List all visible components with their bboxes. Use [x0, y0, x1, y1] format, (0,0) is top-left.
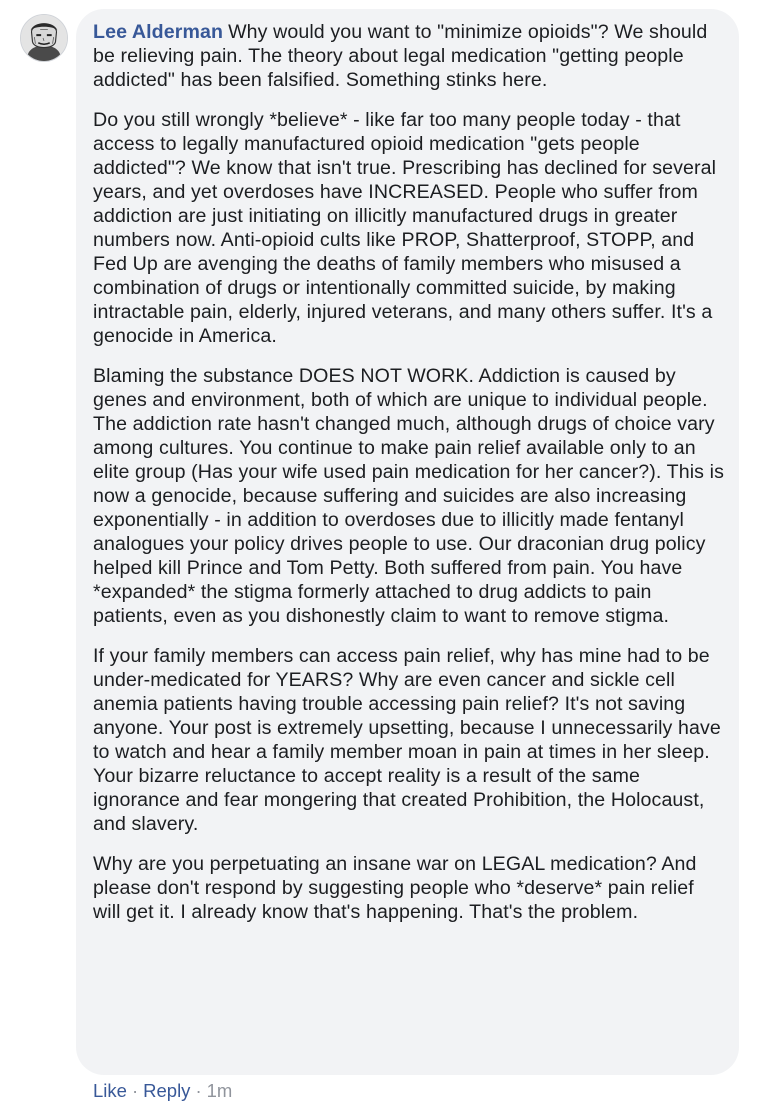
timestamp[interactable]: 1m	[206, 1080, 233, 1101]
separator: ·	[131, 1080, 139, 1101]
avatar[interactable]	[20, 14, 68, 62]
comment-paragraph-5: Why are you perpetuating an insane war on LEGAL medication? And please don't respond by suggesting people who *deserve* pain relief will get it. I already know that's happening. That's the problem.	[93, 853, 697, 923]
like-button[interactable]: Like	[93, 1080, 127, 1101]
comment-bubble	[76, 9, 739, 1075]
comment-paragraph-3: Blaming the substance DOES NOT WORK. Addiction is caused by genes and environment, both of which are unique to individual people. The addiction rate hasn't changed much, although drugs of choice vary among cultures. You continue to make pain relief available only to an elite group (Has your wife used pain medication for her cancer?). This is now a genocide, because suffering and suicides are also increasing exponentially - in addition to overdoses due to illicitly made fentanyl analogues your policy drives people to use. Our draconian drug policy helped kill Prince and Tom Petty. Both suffered from pain. You have *expanded* the stigma formerly attached to drug addicts to pain patients, even as you dishonestly claim to want to remove stigma.	[93, 365, 724, 627]
profile-photo-icon	[21, 15, 67, 61]
comment-paragraph-1	[93, 20, 725, 92]
comment-actions	[93, 1079, 232, 1103]
author-name-link[interactable]: Lee Alderman	[93, 21, 224, 43]
comment-paragraph-2: Do you still wrongly *believe* - like far too many people today - that access to legally manufactured opioid medication "gets people addicted"? We know that isn't true. Prescribing has declined for several years, and yet overdoses have INCREASED. People who suffer from addiction are just initiating on illicitly manufactured drugs in greater numbers now. Anti-opioid cults like PROP, Shatterproof, STOPP, and Fed Up are avenging the deaths of family members who misused a combination of drugs or intentionally committed suicide, by making intractable pain, elderly, injured veterans, and many others suffer. It's a genocide in America.	[93, 109, 717, 347]
comment-paragraph-4: If your family members can access pain relief, why has mine had to be under-medicated for YEARS? Why are even cancer and sickle cell anemia patients having trouble accessing pain relief? It's not saving anyone. Your post is extremely upsetting, because I unnecessarily have to watch and hear a family member moan in pain at times in her sleep. Your bizarre reluctance to accept reality is a result of the same ignorance and fear mongering that created Prohibition, the Holocaust, and slavery.	[93, 645, 721, 835]
separator: ·	[195, 1080, 202, 1101]
reply-button[interactable]: Reply	[143, 1080, 191, 1101]
comment-text: Why would you want to "minimize opioids"? We should be relieving pain. The theory about legal medication "getting people addicted" has been falsified. Something stinks here.	[93, 21, 708, 91]
